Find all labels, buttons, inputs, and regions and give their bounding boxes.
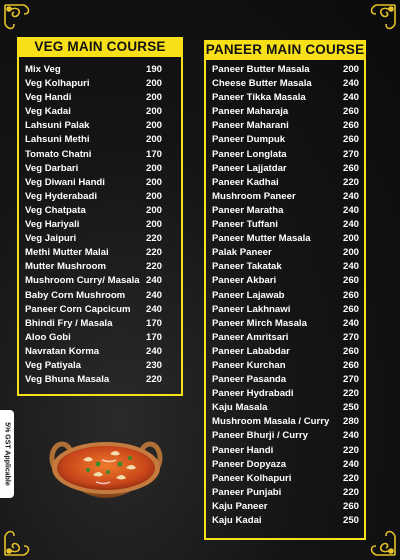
menu-item-name: Paneer Lajjatdar	[212, 162, 287, 174]
menu-item-price: 260	[342, 345, 359, 357]
menu-item	[212, 190, 359, 204]
menu-item-price: 250	[342, 515, 359, 526]
menu-item	[212, 133, 359, 147]
menu-item-name: Veg Kolhapuri	[25, 78, 90, 90]
menu-item-name: Paneer Longlata	[212, 148, 287, 160]
menu-item	[212, 176, 359, 190]
menu-item	[212, 514, 359, 528]
menu-item	[212, 63, 359, 77]
menu-item-name: Paneer Mirch Masala	[212, 317, 307, 329]
menu-item-price: 220	[342, 444, 359, 456]
menu-item	[212, 91, 359, 105]
menu-item	[212, 218, 359, 232]
menu-item-name: Methi Mutter Malai	[25, 247, 109, 259]
menu-item-name: Lahsuni Palak	[25, 120, 90, 132]
menu-item-price: 190	[145, 64, 162, 75]
menu-item-price: 170	[145, 317, 162, 329]
menu-item	[212, 345, 359, 359]
menu-item-name: Veg Jaipuri	[25, 233, 77, 245]
menu-item-price: 220	[145, 374, 162, 386]
veg-section-title: VEG MAIN COURSE	[17, 37, 183, 57]
menu-item-name: Kaju Masala	[212, 402, 268, 414]
menu-item-price: 220	[145, 247, 162, 259]
menu-item	[212, 119, 359, 133]
menu-item	[212, 260, 359, 274]
menu-item-name: Paneer Hydrabadi	[212, 388, 294, 400]
menu-item-name: Paneer Tikka Masala	[212, 92, 306, 104]
menu-item-name: Paneer Kurchan	[212, 359, 286, 371]
gst-note: 5% GST Applicable	[3, 422, 11, 486]
menu-item-name: Paneer Lakhnawi	[212, 303, 291, 315]
menu-item	[212, 77, 359, 91]
menu-item-price: 240	[342, 204, 359, 216]
menu-item-name: Bhindi Fry / Masala	[25, 317, 113, 329]
paneer-menu-list	[212, 63, 359, 528]
menu-item	[25, 148, 162, 162]
menu-item	[25, 345, 162, 359]
menu-item-price: 240	[342, 190, 359, 202]
paneer-section-title: PANEER MAIN COURSE	[204, 40, 366, 60]
menu-item-name: Paneer Tuffani	[212, 219, 278, 231]
menu-item-name: Mix Veg	[25, 64, 61, 75]
menu-item-price: 240	[145, 275, 162, 287]
menu-item-name: Veg Patiyala	[25, 359, 81, 371]
menu-item-name: Veg Darbari	[25, 162, 79, 174]
menu-item-name: Aloo Gobi	[25, 331, 71, 343]
menu-item-price: 260	[342, 162, 359, 174]
menu-item	[25, 260, 162, 274]
menu-item-price: 260	[342, 106, 359, 118]
menu-item-price: 200	[342, 233, 359, 245]
menu-item-price: 240	[342, 78, 359, 90]
menu-item	[25, 63, 162, 77]
menu-item-name: Kaju Paneer	[212, 500, 268, 512]
menu-item-price: 200	[145, 78, 162, 90]
menu-item-price: 200	[145, 106, 162, 118]
menu-item-price: 260	[342, 289, 359, 301]
menu-item-name: Tomato Chatni	[25, 148, 92, 160]
veg-menu-list	[25, 63, 162, 387]
menu-item	[25, 77, 162, 91]
menu-item-price: 200	[145, 176, 162, 188]
menu-item	[212, 429, 359, 443]
menu-item-name: Kaju Kadai	[212, 515, 262, 526]
menu-item-name: Baby Corn Mushroom	[25, 289, 126, 301]
menu-item	[25, 204, 162, 218]
menu-item	[212, 373, 359, 387]
menu-item-price: 270	[342, 331, 359, 343]
menu-item-price: 200	[145, 219, 162, 231]
menu-item-price: 200	[145, 134, 162, 146]
gst-note-tab	[0, 410, 14, 498]
menu-item	[25, 331, 162, 345]
menu-item	[212, 458, 359, 472]
menu-item-name: Navratan Korma	[25, 345, 100, 357]
menu-item	[212, 401, 359, 415]
menu-item-name: Paneer Dopyaza	[212, 458, 287, 470]
menu-item-name: Veg Handi	[25, 92, 72, 104]
menu-item-name: Cheese Butter Masala	[212, 78, 312, 90]
menu-item-name: Paneer Punjabi	[212, 486, 282, 498]
menu-item	[25, 105, 162, 119]
ornament-corner-icon	[2, 2, 42, 42]
menu-item-price: 260	[342, 275, 359, 287]
menu-item	[212, 486, 359, 500]
menu-item-price: 260	[342, 120, 359, 132]
menu-item-price: 200	[145, 162, 162, 174]
menu-item-price: 250	[342, 402, 359, 414]
menu-item-price: 240	[342, 458, 359, 470]
menu-item-price: 230	[145, 359, 162, 371]
menu-item	[25, 359, 162, 373]
menu-item-price: 240	[145, 303, 162, 315]
menu-item-name: Veg Kadai	[25, 106, 71, 118]
menu-item-price: 200	[145, 92, 162, 104]
menu-item-name: Paneer Pasanda	[212, 374, 287, 386]
ornament-corner-icon	[358, 2, 398, 42]
menu-item	[212, 331, 359, 345]
menu-item	[25, 133, 162, 147]
menu-item-name: Paneer Takatak	[212, 261, 282, 273]
menu-item-price: 280	[342, 416, 359, 428]
menu-item	[25, 232, 162, 246]
menu-item-name: Mushroom Masala / Curry	[212, 416, 330, 428]
menu-item-price: 220	[342, 176, 359, 188]
menu-item-price: 270	[342, 374, 359, 386]
menu-item-price: 240	[342, 219, 359, 231]
menu-item-price: 240	[342, 261, 359, 273]
menu-item-price: 240	[145, 345, 162, 357]
menu-item-name: Lahsuni Methi	[25, 134, 90, 146]
menu-item	[25, 162, 162, 176]
menu-item-price: 220	[342, 388, 359, 400]
menu-item-price: 200	[342, 247, 359, 259]
menu-item-name: Paneer Dumpuk	[212, 134, 286, 146]
menu-item	[212, 472, 359, 486]
menu-item-name: Paneer Mutter Masala	[212, 233, 311, 245]
menu-item-name: Paneer Butter Masala	[212, 64, 310, 75]
menu-item-price: 270	[342, 148, 359, 160]
menu-item-name: Paneer Maharani	[212, 120, 289, 132]
menu-item-name: Palak Paneer	[212, 247, 272, 259]
menu-item	[25, 317, 162, 331]
menu-item-name: Paneer Kadhai	[212, 176, 279, 188]
menu-item-price: 260	[342, 134, 359, 146]
menu-item	[25, 274, 162, 288]
menu-item	[25, 373, 162, 387]
menu-item	[212, 359, 359, 373]
menu-item-price: 240	[342, 92, 359, 104]
menu-item	[25, 218, 162, 232]
menu-item	[212, 274, 359, 288]
menu-item-name: Paneer Handi	[212, 444, 274, 456]
menu-item-price: 260	[342, 303, 359, 315]
menu-item-name: Paneer Maharaja	[212, 106, 289, 118]
menu-item	[25, 91, 162, 105]
menu-item	[212, 303, 359, 317]
menu-item-price: 200	[342, 64, 359, 75]
menu-item-name: Mushroom Curry/ Masala	[25, 275, 140, 287]
menu-item-price: 220	[145, 261, 162, 273]
menu-item	[212, 162, 359, 176]
menu-item	[212, 317, 359, 331]
menu-item-name: Veg Bhuna Masala	[25, 374, 110, 386]
menu-item-name: Paneer Amritsari	[212, 331, 289, 343]
ornament-corner-icon	[2, 518, 42, 558]
menu-item	[212, 246, 359, 260]
menu-item-name: Mushroom Paneer	[212, 190, 296, 202]
menu-item	[212, 444, 359, 458]
menu-item-name: Paneer Maratha	[212, 204, 284, 216]
menu-item-price: 240	[145, 289, 162, 301]
menu-item-price: 220	[342, 486, 359, 498]
menu-item	[212, 148, 359, 162]
menu-item	[212, 204, 359, 218]
menu-item-price: 200	[145, 204, 162, 216]
menu-item-price: 260	[342, 500, 359, 512]
menu-item	[25, 190, 162, 204]
menu-item-name: Paneer Corn Capcicum	[25, 303, 131, 315]
menu-item-name: Veg Diwani Handi	[25, 176, 105, 188]
menu-item-name: Paneer Lababdar	[212, 345, 290, 357]
menu-item	[25, 246, 162, 260]
menu-item	[25, 303, 162, 317]
menu-item-price: 200	[145, 120, 162, 132]
menu-item-name: Veg Hyderabadi	[25, 190, 97, 202]
menu-item	[25, 289, 162, 303]
menu-item-price: 170	[145, 148, 162, 160]
menu-item-name: Mutter Mushroom	[25, 261, 107, 273]
menu-item-price: 220	[145, 233, 162, 245]
menu-item-price: 170	[145, 331, 162, 343]
menu-item-name: Veg Hariyali	[25, 219, 80, 231]
menu-item-price: 240	[342, 430, 359, 442]
menu-item-name: Paneer Lajawab	[212, 289, 285, 301]
menu-item	[212, 415, 359, 429]
menu-item	[25, 176, 162, 190]
menu-item-name: Veg Chatpata	[25, 204, 86, 216]
menu-item	[212, 500, 359, 514]
menu-item-name: Paneer Bhurji / Curry	[212, 430, 308, 442]
menu-item	[212, 105, 359, 119]
menu-item-name: Paneer Kolhapuri	[212, 472, 292, 484]
menu-item-price: 200	[145, 190, 162, 202]
menu-item	[25, 119, 162, 133]
menu-item-price: 260	[342, 359, 359, 371]
menu-item-price: 220	[342, 472, 359, 484]
paneer-curry-bowl-image	[38, 420, 174, 518]
menu-item	[212, 232, 359, 246]
menu-item	[212, 289, 359, 303]
menu-item-name: Paneer Akbari	[212, 275, 277, 287]
menu-item	[212, 387, 359, 401]
menu-item-price: 240	[342, 317, 359, 329]
